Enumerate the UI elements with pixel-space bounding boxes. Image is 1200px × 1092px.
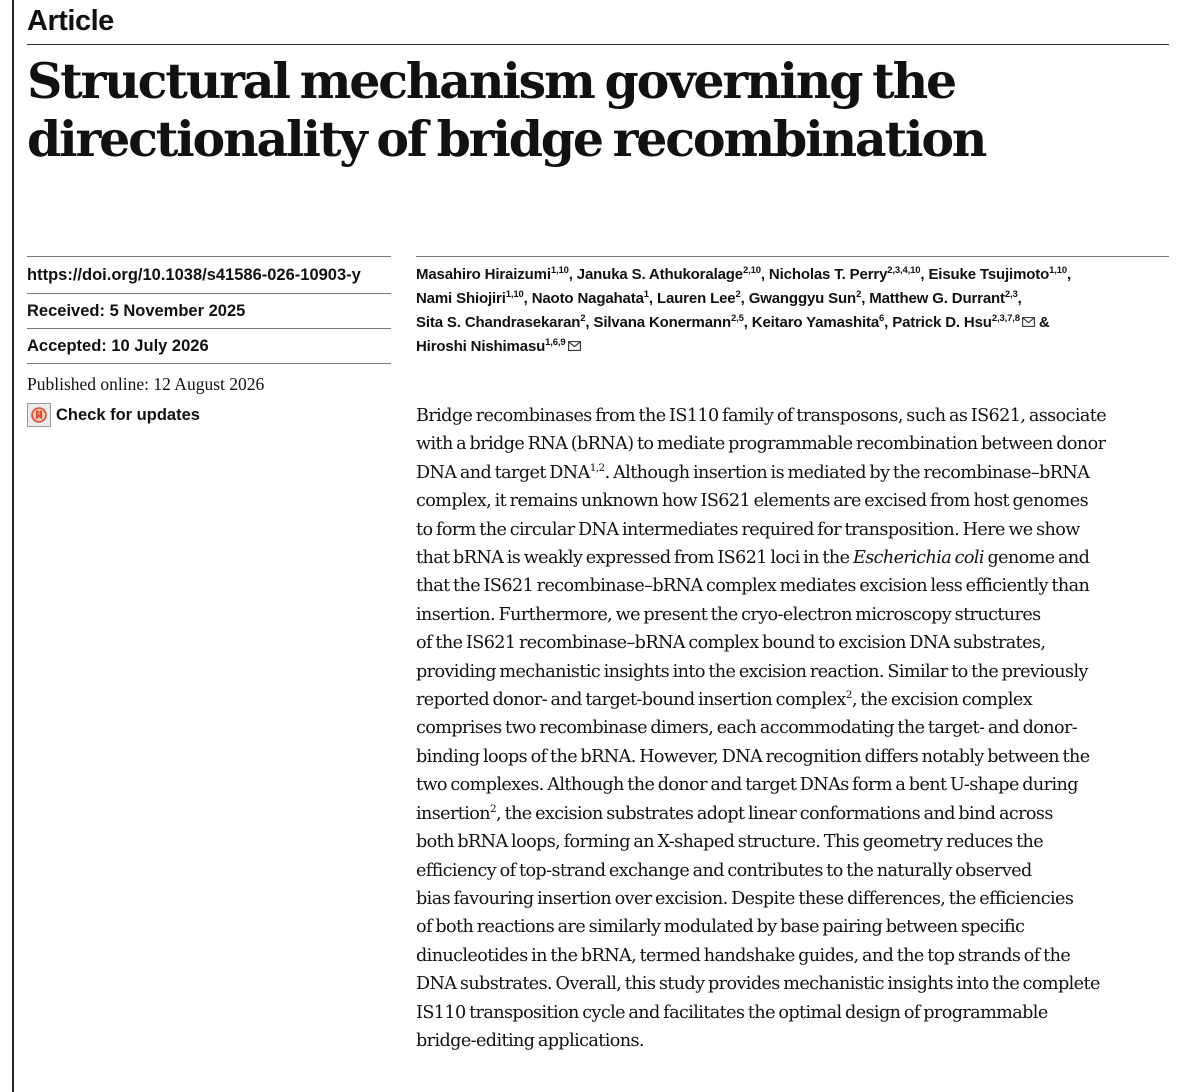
author-separator: ,: [884, 314, 893, 331]
title-line: Structural mechanism governing the: [27, 52, 955, 110]
author-separator: ,: [743, 314, 752, 331]
abstract-line: [416, 572, 1170, 600]
abstract-text: to form the circular DNA intermediates required for transposition. Here we show: [416, 519, 1080, 540]
author-separator: ,: [585, 314, 594, 331]
published-value: 12 August 2026: [153, 374, 265, 394]
author-conjunction: &: [1038, 314, 1050, 331]
abstract-text: two complexes. Although the donor and target DNAs form a bent U-shape during: [416, 775, 1078, 796]
affiliation-marker: 2,5: [730, 313, 744, 324]
author-name[interactable]: [416, 266, 569, 283]
abstract-line: [416, 885, 1170, 913]
abstract-line: [416, 1027, 1170, 1055]
abstract-text: DNA and target DNA: [416, 462, 590, 483]
abstract: [416, 402, 1170, 1055]
accepted-date: [27, 329, 391, 363]
author-list: [416, 263, 1169, 359]
abstract-text: that bRNA is weakly expressed from IS621 loci in the: [416, 548, 853, 569]
abstract-line: [416, 601, 1170, 629]
affiliation-marker: 2: [856, 289, 862, 300]
author-name[interactable]: [657, 290, 741, 307]
abstract-line: [416, 658, 1170, 686]
abstract-text: both bRNA loops, forming an X-shaped structure. This geometry reduces the: [416, 832, 1044, 853]
author-separator: ,: [920, 266, 929, 283]
published-label: Published online:: [27, 374, 150, 394]
author-name-text: Gwanggyu Sun: [748, 290, 857, 307]
author-name-text: Patrick D. Hsu: [892, 314, 992, 331]
abstract-text: IS110 transposition cycle and facilitates the optimal design of programmable: [416, 1002, 1048, 1023]
article-metadata: [27, 256, 391, 429]
abstract-line: [416, 970, 1170, 998]
abstract-text: DNA substrates. Overall, this study provides mechanistic insights into the complete: [416, 974, 1100, 995]
author-name-text: Masahiro Hiraizumi: [416, 266, 551, 283]
doi-link[interactable]: https://doi.org/10.1038/s41586-026-10903-y: [27, 266, 361, 284]
authors-divider: [416, 256, 1169, 257]
affiliation-marker: 2: [735, 289, 741, 300]
abstract-line: [416, 402, 1170, 430]
author-name[interactable]: [532, 290, 649, 307]
abstract-line: [416, 800, 1170, 828]
abstract-text: complex, it remains unknown how IS621 elements are excised from host genomes: [416, 491, 1088, 512]
author-name[interactable]: [769, 266, 920, 283]
author-name[interactable]: [416, 290, 524, 307]
header-rule: [27, 44, 1169, 45]
abstract-text: , the excision substrates adopt linear conformations and bind across: [496, 803, 1053, 824]
abstract-text: , the excision complex: [851, 690, 1033, 711]
abstract-line: [416, 999, 1170, 1027]
reference-citation[interactable]: 2: [490, 802, 497, 815]
author-name-text: Silvana Konermann: [593, 314, 731, 331]
author-name-text: Naoto Nagahata: [531, 290, 644, 307]
abstract-line: [416, 459, 1170, 487]
affiliation-marker: 1,10: [505, 289, 524, 300]
affiliation-marker: 2,3,4,10: [887, 265, 921, 276]
author-name[interactable]: [892, 314, 1035, 331]
author-name[interactable]: [752, 314, 884, 331]
abstract-line: [416, 913, 1170, 941]
email-icon[interactable]: [1022, 311, 1035, 335]
affiliation-marker: 2,3: [1004, 289, 1018, 300]
abstract-line: [416, 629, 1170, 657]
received-value: 5 November 2025: [109, 302, 246, 320]
affiliation-marker: 2,10: [742, 265, 761, 276]
author-name[interactable]: [416, 314, 585, 331]
author-list-section: [416, 256, 1169, 359]
abstract-line: [416, 686, 1170, 714]
author-separator: ,: [568, 266, 577, 283]
received-date: [27, 294, 391, 328]
author-name[interactable]: [749, 290, 862, 307]
abstract-text: insertion. Furthermore, we present the cryo-electron microscopy structures: [416, 604, 1041, 625]
affiliation-marker: 1: [643, 289, 649, 300]
author-separator: ,: [1067, 266, 1072, 283]
author-name-text: Matthew G. Durrant: [869, 290, 1005, 307]
abstract-text: efficiency of top-strand exchange and contributes to the naturally observed: [416, 860, 1032, 881]
abstract-text: bias favouring insertion over excision. Despite these differences, the efficiencies: [416, 888, 1074, 909]
left-margin-rule: [12, 0, 14, 1092]
affiliation-marker: 1,10: [1049, 265, 1068, 276]
abstract-text: that the IS621 recombinase–bRNA complex mediates excision less efficiently than: [416, 576, 1090, 597]
author-name-text: Keitaro Yamashita: [751, 314, 880, 331]
abstract-line: [416, 857, 1170, 885]
affiliation-marker: 2,3,7,8: [991, 313, 1020, 324]
abstract-text: genome and: [983, 548, 1090, 569]
abstract-text: . Although insertion is mediated by the recombinase–bRNA: [604, 462, 1090, 483]
received-label: Received:: [27, 302, 105, 320]
accepted-value: 10 July 2026: [111, 337, 209, 355]
abstract-line: [416, 544, 1170, 572]
author-name-text: Januka S. Athukoralage: [576, 266, 743, 283]
affiliation-marker: 6: [879, 313, 885, 324]
abstract-line: [416, 516, 1170, 544]
abstract-text: of the IS621 recombinase–bRNA complex bound to excision DNA substrates,: [416, 633, 1046, 654]
abstract-text: bridge-editing applications.: [416, 1030, 644, 1051]
author-name-text: Nami Shiojiri: [416, 290, 506, 307]
author-name-text: Lauren Lee: [656, 290, 736, 307]
accepted-label: Accepted:: [27, 337, 107, 355]
author-name-text: Nicholas T. Perry: [768, 266, 888, 283]
author-separator: ,: [861, 290, 870, 307]
abstract-text: of both reactions are similarly modulated by base pairing between specific: [416, 917, 1025, 938]
author-name[interactable]: [869, 290, 1017, 307]
published-date: [27, 364, 391, 400]
author-separator: ,: [648, 290, 657, 307]
author-name[interactable]: [593, 314, 743, 331]
author-name-text: Eisuke Tsujimoto: [928, 266, 1050, 283]
author-name[interactable]: [416, 338, 581, 355]
check-for-updates-label: Check for updates: [56, 405, 200, 424]
abstract-line: [416, 771, 1170, 799]
reference-citation[interactable]: 1,2: [589, 461, 605, 474]
abstract-text: reported donor- and target-bound insertion complex: [416, 690, 846, 711]
abstract-text: with a bridge RNA (bRNA) to mediate programmable recombination between donor: [416, 434, 1106, 455]
article-type-label: Article: [27, 5, 114, 37]
email-icon[interactable]: [568, 335, 581, 359]
abstract-line: [416, 942, 1170, 970]
species-name: Escherichia coli: [852, 548, 984, 569]
abstract-line: [416, 430, 1170, 458]
author-separator: ,: [523, 290, 532, 307]
affiliation-marker: 1,6,9: [545, 337, 566, 348]
abstract-text: comprises two recombinase dimers, each accommodating the target- and donor-: [416, 718, 1078, 739]
abstract-line: [416, 714, 1170, 742]
article-title: [27, 52, 1167, 168]
check-for-updates-icon: [27, 403, 51, 427]
author-separator: ,: [760, 266, 769, 283]
abstract-text: Bridge recombinases from the IS110 family of transposons, such as IS621, associate: [416, 406, 1107, 426]
author-name-text: Hiroshi Nishimasu: [416, 338, 546, 355]
author-name-text: Sita S. Chandrasekaran: [416, 314, 581, 331]
abstract-text: providing mechanistic insights into the excision reaction. Similar to the previously: [416, 661, 1088, 682]
abstract-text: binding loops of the bRNA. However, DNA recognition differs notably between the: [416, 746, 1090, 767]
reference-citation[interactable]: 2: [845, 689, 852, 702]
affiliation-marker: 2: [580, 313, 586, 324]
abstract-text: dinucleotides in the bRNA, termed handshake guides, and the top strands of the: [416, 945, 1071, 966]
abstract-line: [416, 743, 1170, 771]
author-name[interactable]: [577, 266, 761, 283]
title-line: directionality of bridge recombination: [27, 110, 986, 168]
author-name[interactable]: [928, 266, 1067, 283]
author-separator: ,: [740, 290, 749, 307]
affiliation-marker: 1,10: [550, 265, 569, 276]
abstract-line: [416, 487, 1170, 515]
check-for-updates-button[interactable]: [27, 402, 200, 428]
author-separator: ,: [1017, 290, 1022, 307]
abstract-line: [416, 828, 1170, 856]
abstract-text: insertion: [416, 803, 491, 824]
